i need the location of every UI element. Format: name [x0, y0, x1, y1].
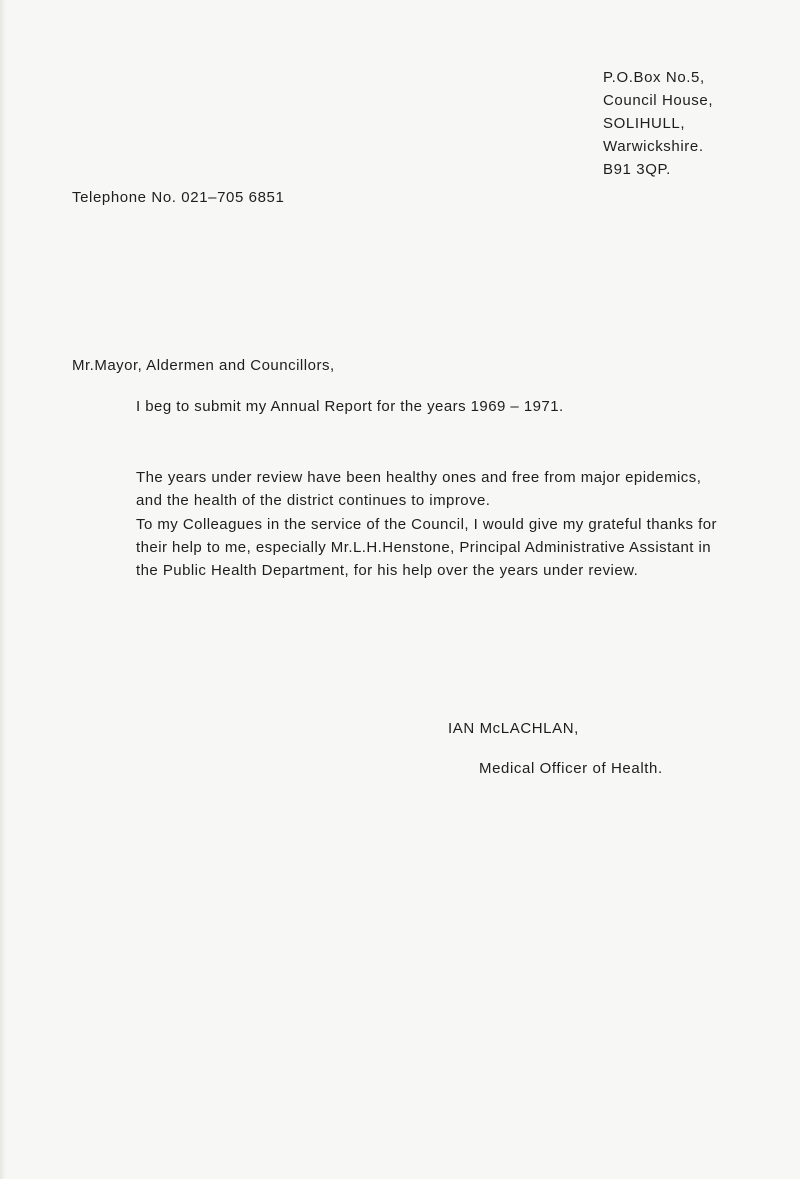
page-edge-shadow	[0, 0, 6, 1179]
paragraph-text: To my Colleagues in the service of the Council, I would give my grateful thanks for their help to me, especially Mr.L.H.Henstone, Principal Administrative Assistant in the Public Health Department, for his help over the years under review.	[136, 516, 717, 579]
address-line: Warwickshire.	[603, 138, 704, 155]
telephone-number: Telephone No. 021–705 6851	[72, 189, 285, 206]
signatory-name: IAN McLACHLAN,	[448, 720, 579, 737]
address-line: B91 3QP.	[603, 161, 671, 178]
paragraph-acknowledgements	[72, 513, 732, 582]
address-line: SOLIHULL,	[603, 115, 686, 132]
address-line: Council House,	[603, 92, 714, 109]
salutation: Mr.Mayor, Aldermen and Councillors,	[72, 357, 335, 374]
signatory-title: Medical Officer of Health.	[479, 760, 663, 777]
paragraph-text: I beg to submit my Annual Report for the years 1969 – 1971.	[136, 398, 564, 415]
paragraph-text: The years under review have been healthy ones and free from major epidemics, and the health of the district continues to improve.	[136, 469, 702, 509]
address-line: P.O.Box No.5,	[603, 69, 705, 86]
postal-address	[603, 66, 713, 181]
paragraph-health-review	[72, 466, 732, 512]
paragraph-report-submission	[72, 395, 732, 418]
